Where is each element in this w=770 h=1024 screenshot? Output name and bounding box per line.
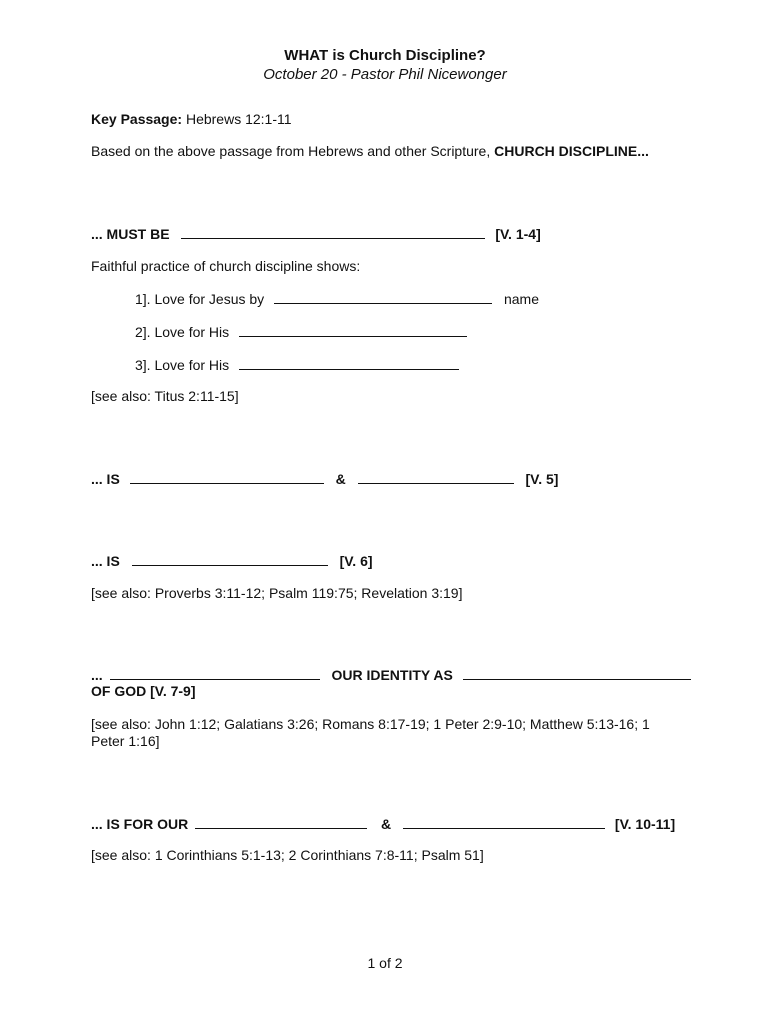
list-item-label: 3]. Love for His (135, 357, 230, 373)
identity-middle: OUR IDENTITY AS (331, 667, 453, 683)
based-bold: CHURCH DISCIPLINE... (494, 143, 649, 159)
fill-blank[interactable] (239, 323, 467, 337)
list-item-suffix: name (503, 291, 539, 307)
list-item (135, 356, 459, 373)
fill-blank[interactable] (132, 552, 328, 566)
is-and-line (91, 470, 558, 487)
ampersand: & (335, 471, 346, 487)
fill-blank[interactable] (130, 470, 324, 484)
fill-blank[interactable] (274, 290, 492, 304)
fill-blank[interactable] (195, 815, 367, 829)
verse-ref: [V. 1-4] (495, 226, 541, 242)
key-passage-value: Hebrews 12:1-11 (185, 111, 292, 127)
is-for-our-prefix: ... IS FOR OUR (91, 816, 189, 832)
identity-of-god: OF GOD [V. 7-9] (91, 683, 196, 699)
list-item-label: 1]. Love for Jesus by (135, 291, 265, 307)
key-passage-line (91, 111, 292, 127)
page-number: 1 of 2 (367, 955, 403, 971)
identity-line-2 (91, 683, 196, 699)
page-title: WHAT is Church Discipline? (284, 47, 486, 64)
ampersand: & (381, 816, 392, 832)
identity-line (91, 666, 691, 683)
is-line (91, 552, 373, 569)
list-item (135, 323, 467, 340)
shows-text: Faithful practice of church discipline shows: (91, 258, 361, 274)
is-prefix: ... IS (91, 553, 120, 569)
fill-blank[interactable] (403, 815, 605, 829)
fill-blank[interactable] (358, 470, 514, 484)
fill-blank[interactable] (239, 356, 459, 370)
page-subtitle: October 20 - Pastor Phil Nicewonger (263, 66, 507, 83)
verse-ref: [V. 5] (525, 471, 559, 487)
fill-blank[interactable] (463, 666, 691, 680)
key-passage-label: Key Passage: (91, 111, 183, 127)
see-also: [see also: 1 Corinthians 5:1-13; 2 Corinthians 7:8-11; Psalm 51] (91, 847, 484, 863)
see-also: [see also: Proverbs 3:11-12; Psalm 119:75; Revelation 3:19] (91, 585, 463, 601)
is-prefix: ... IS (91, 471, 120, 487)
must-be-line (91, 225, 541, 242)
verse-ref: [V. 6] (339, 553, 373, 569)
fill-blank[interactable] (181, 225, 485, 239)
must-be-prefix: ... MUST BE (91, 226, 170, 242)
verse-ref: [V. 10-11] (614, 816, 676, 832)
fill-blank[interactable] (110, 666, 320, 680)
list-item-label: 2]. Love for His (135, 324, 230, 340)
based-on-line (91, 143, 649, 159)
is-for-our-line (91, 815, 675, 832)
see-also: [see also: Titus 2:11-15] (91, 388, 239, 404)
identity-prefix: ... (91, 667, 103, 683)
see-also: [see also: John 1:12; Galatians 3:26; Romans 8:17-19; 1 Peter 2:9-10; Matthew 5:13-16; 1 Peter 1:16] (91, 716, 650, 749)
based-text: Based on the above passage from Hebrews and other Scripture, (91, 143, 491, 159)
list-item (135, 290, 539, 307)
